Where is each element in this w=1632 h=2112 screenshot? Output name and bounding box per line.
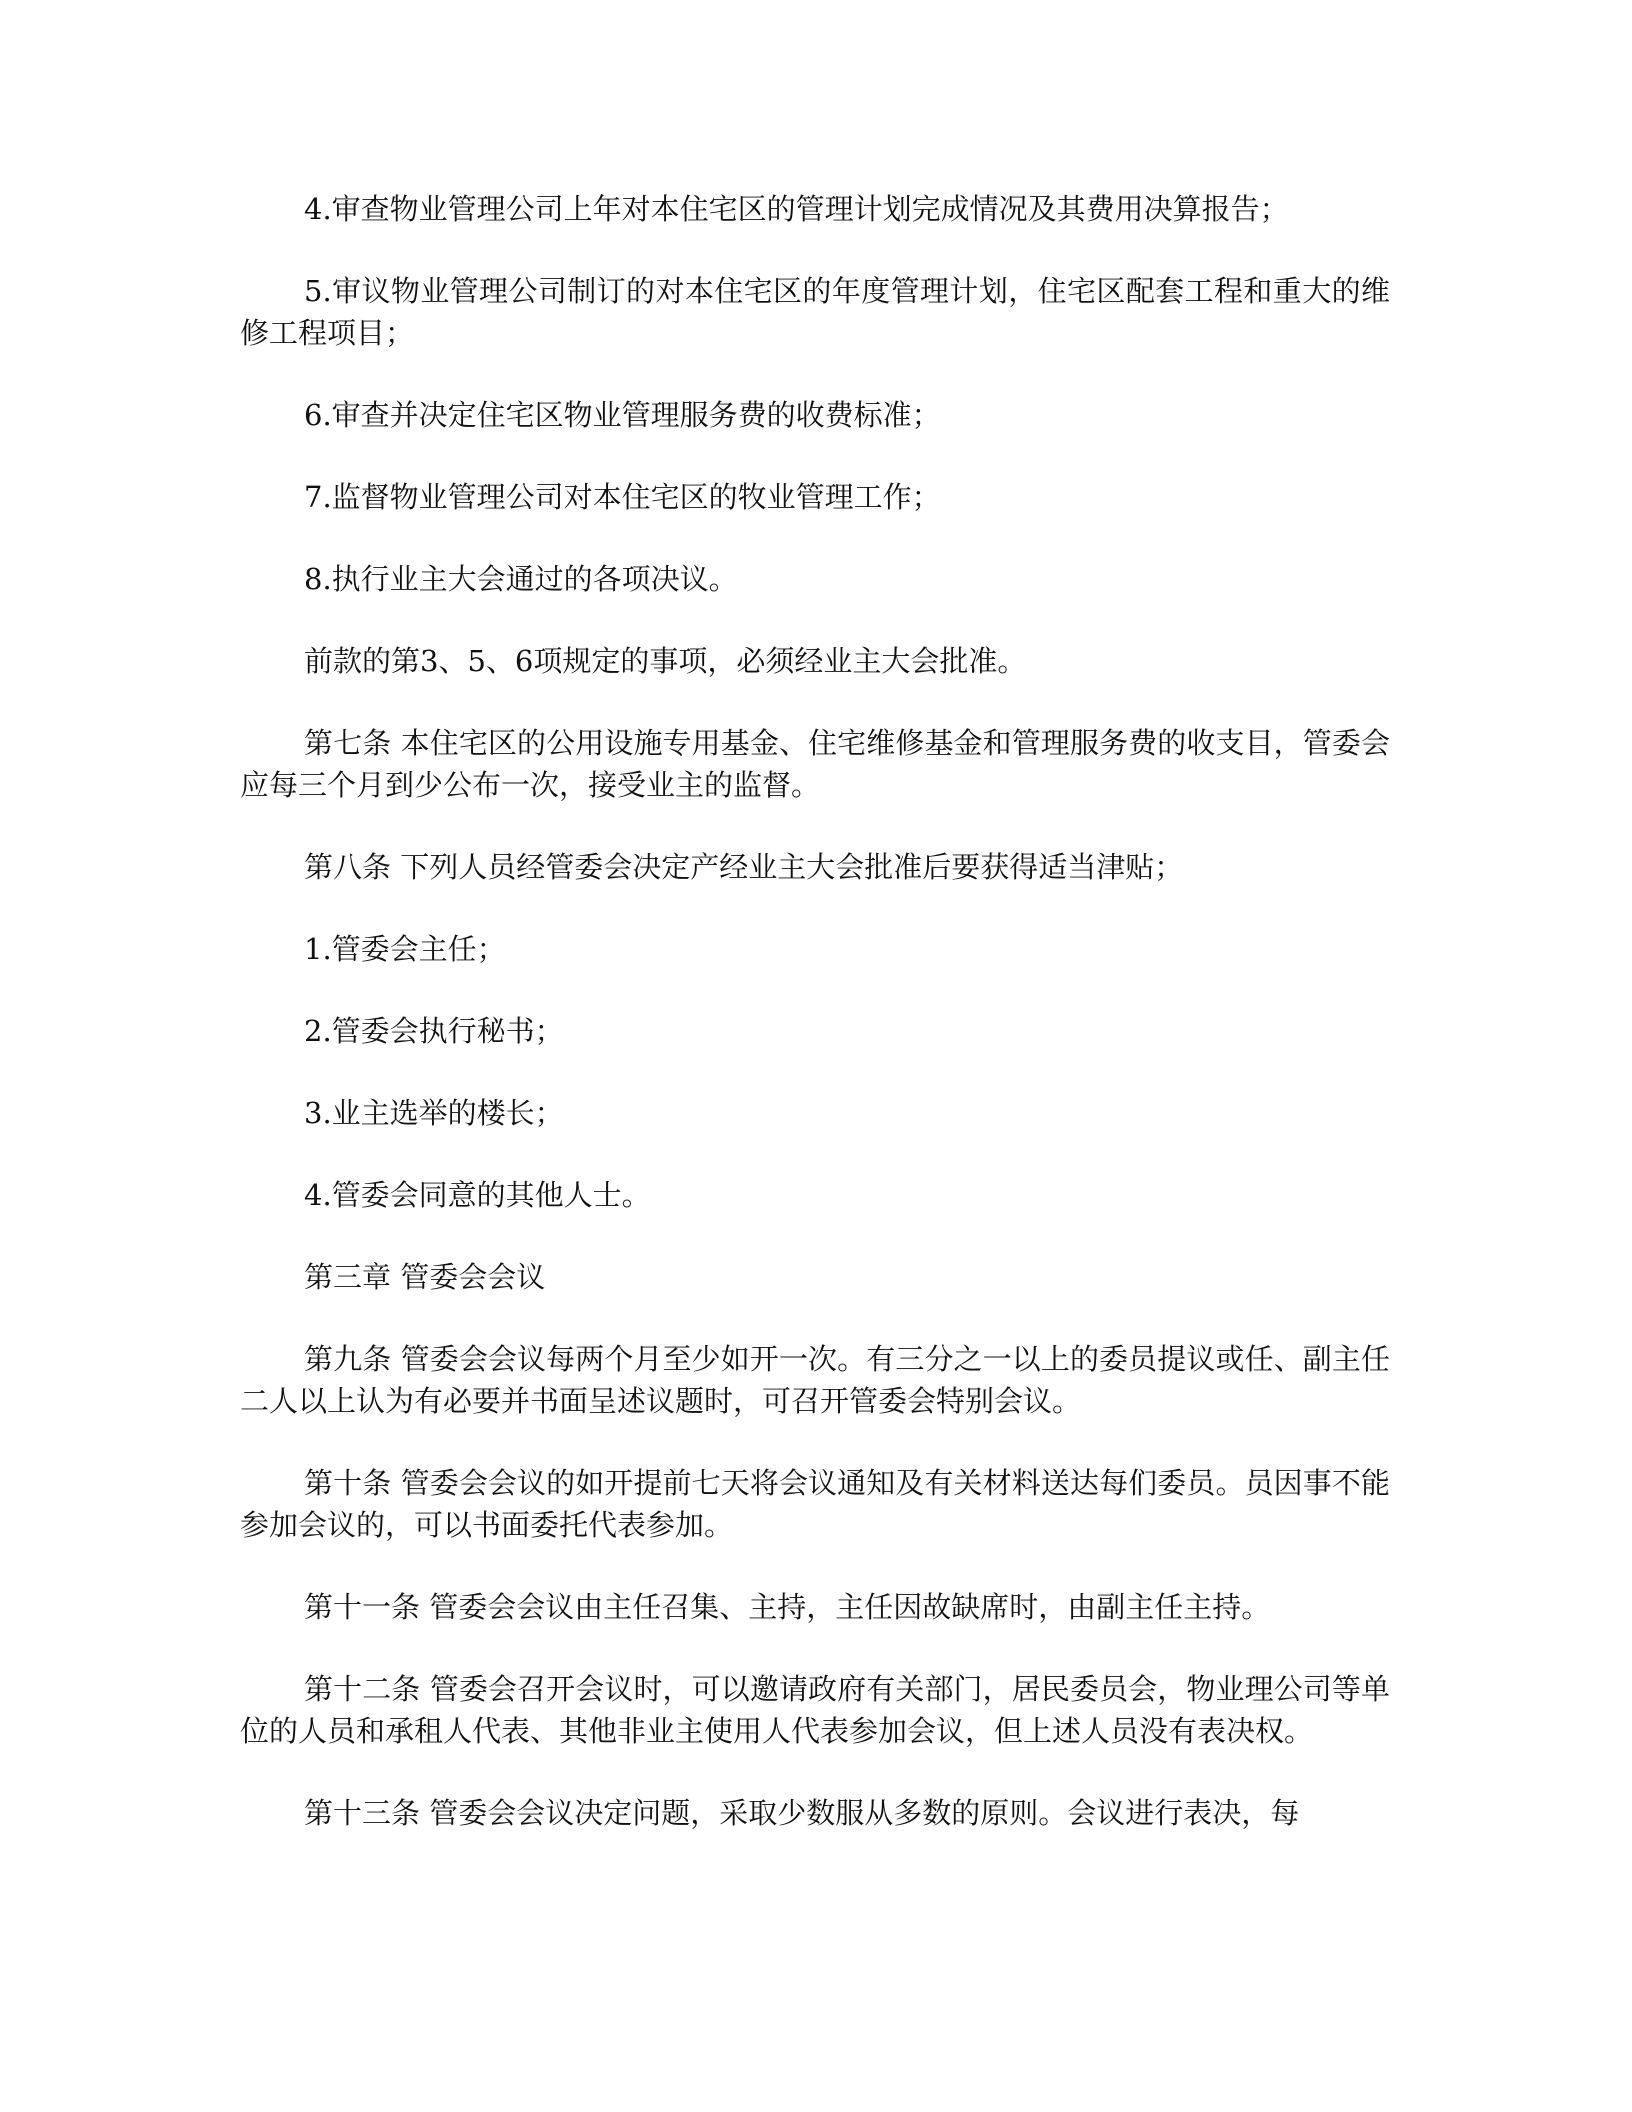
paragraph-article-9: 第九条 管委会会议每两个月至少如开一次。有三分之一以上的委员提议或任、副主任二人以上认为有必要并书面呈述议题时，可召开管委会特别会议。: [240, 1342, 1390, 1418]
paragraph-allowance-4: 4.管委会同意的其他人士。: [304, 1178, 651, 1212]
paragraph-allowance-3: 3.业主选举的楼长；: [304, 1096, 564, 1130]
paragraph-item-8-execute: 8.执行业主大会通过的各项决议。: [304, 562, 738, 596]
paragraph-item-5-review-plan: 5.审议物业管理公司制订的对本住宅区的年度管理计划，住宅区配套工程和重大的维修工程项目；: [240, 274, 1390, 350]
document-body: [240, 188, 1390, 1874]
paragraph-allowance-2: 2.管委会执行秘书；: [304, 1014, 564, 1048]
paragraph-article-11: 第十一条 管委会会议由主任召集、主持，主任因故缺席时，由副主任主持。: [304, 1590, 1271, 1624]
paragraph-allowance-1: 1.管委会主任；: [304, 932, 506, 966]
paragraph-article-10: 第十条 管委会会议的如开提前七天将会议通知及有关材料送达每们委员。员因事不能参加会议的，可以书面委托代表参加。: [240, 1466, 1390, 1542]
chapter-3-heading: 第三章 管委会会议: [304, 1260, 546, 1294]
paragraph-article-8: 第八条 下列人员经管委会决定产经业主大会批准后要获得适当津贴；: [304, 850, 1184, 884]
paragraph-item-7-supervise: 7.监督物业管理公司对本住宅区的牧业管理工作；: [304, 480, 941, 514]
paragraph-article-12: 第十二条 管委会召开会议时，可以邀请政府有关部门，居民委员会，物业理公司等单位的人员和承租人代表、其他非业主使用人代表参加会议，但上述人员没有表决权。: [240, 1672, 1390, 1748]
paragraph-item-6-fee-standard: 6.审查并决定住宅区物业管理服务费的收费标准；: [304, 398, 941, 432]
paragraph-approval-note: 前款的第3、5、6项规定的事项，必须经业主大会批准。: [304, 644, 1027, 678]
paragraph-item-4-review-report: 4.审查物业管理公司上年对本住宅区的管理计划完成情况及其费用决算报告；: [304, 192, 1289, 226]
paragraph-article-13: 第十三条 管委会会议决定问题，采取少数服从多数的原则。会议进行表决，每: [304, 1796, 1300, 1830]
paragraph-article-7: 第七条 本住宅区的公用设施专用基金、住宅维修基金和管理服务费的收支目，管委会应每三个月到少公布一次，接受业主的监督。: [240, 726, 1390, 802]
